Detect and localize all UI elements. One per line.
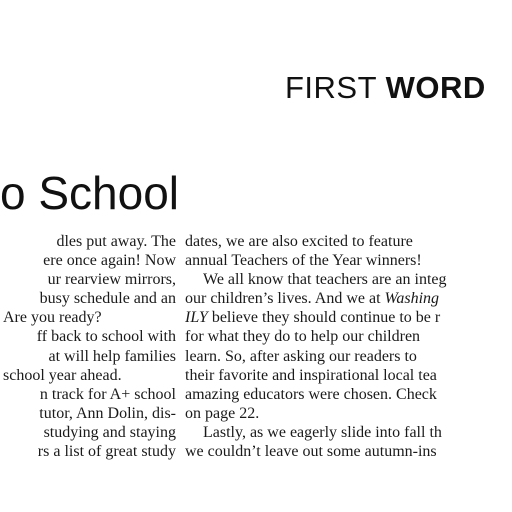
left-column-line: ere once again! Now — [43, 252, 176, 270]
right-column-line: on page 22. — [185, 404, 260, 422]
right-column-text: believe they should continue to be r — [207, 309, 441, 327]
left-column-line: busy schedule and an — [39, 290, 176, 308]
magazine-name-italic: ILY — [185, 309, 208, 327]
right-column-line: Lastly, as we eagerly slide into fall th — [203, 423, 442, 441]
magazine-name-italic: Washing — [384, 290, 440, 308]
left-column-line: at will help families — [48, 347, 176, 365]
right-column-line: learn. So, after asking our readers to — [185, 347, 417, 365]
section-header-first: FIRST — [285, 70, 386, 105]
right-column-line: their favorite and inspirational local tea — [185, 366, 437, 384]
section-header — [285, 68, 486, 108]
left-column-line: ff back to school with — [36, 328, 176, 346]
left-column-line: rs a list of great study — [37, 443, 176, 461]
left-column-line: studying and staying — [43, 423, 176, 441]
right-column-line: we couldn’t leave out some autumn-ins — [185, 443, 437, 461]
right-column-text: our children’s lives. And we at — [185, 290, 385, 308]
right-column-line — [185, 289, 512, 308]
article-headline: o School — [0, 167, 180, 219]
right-column-line — [185, 308, 512, 327]
left-column-line: Are you ready? — [3, 309, 102, 327]
right-column-line: for what they do to help our children — [185, 328, 421, 346]
left-column-line: n track for A+ school — [39, 385, 176, 403]
left-column-line: tutor, Ann Dolin, dis- — [39, 404, 176, 422]
left-column — [0, 232, 176, 461]
right-column-line: dates, we are also excited to feature — [185, 233, 413, 250]
right-column-line: We all know that teachers are an integ — [203, 271, 447, 289]
right-column-line: amazing educators were chosen. Check — [185, 385, 437, 403]
right-column — [185, 232, 512, 461]
left-column-line: school year ahead. — [3, 366, 122, 384]
left-column-line: ur rearview mirrors, — [47, 271, 176, 289]
left-column-line: dles put away. The — [56, 233, 176, 250]
right-column-line: annual Teachers of the Year winners! — [185, 252, 422, 270]
section-header-word: WORD — [385, 70, 486, 105]
